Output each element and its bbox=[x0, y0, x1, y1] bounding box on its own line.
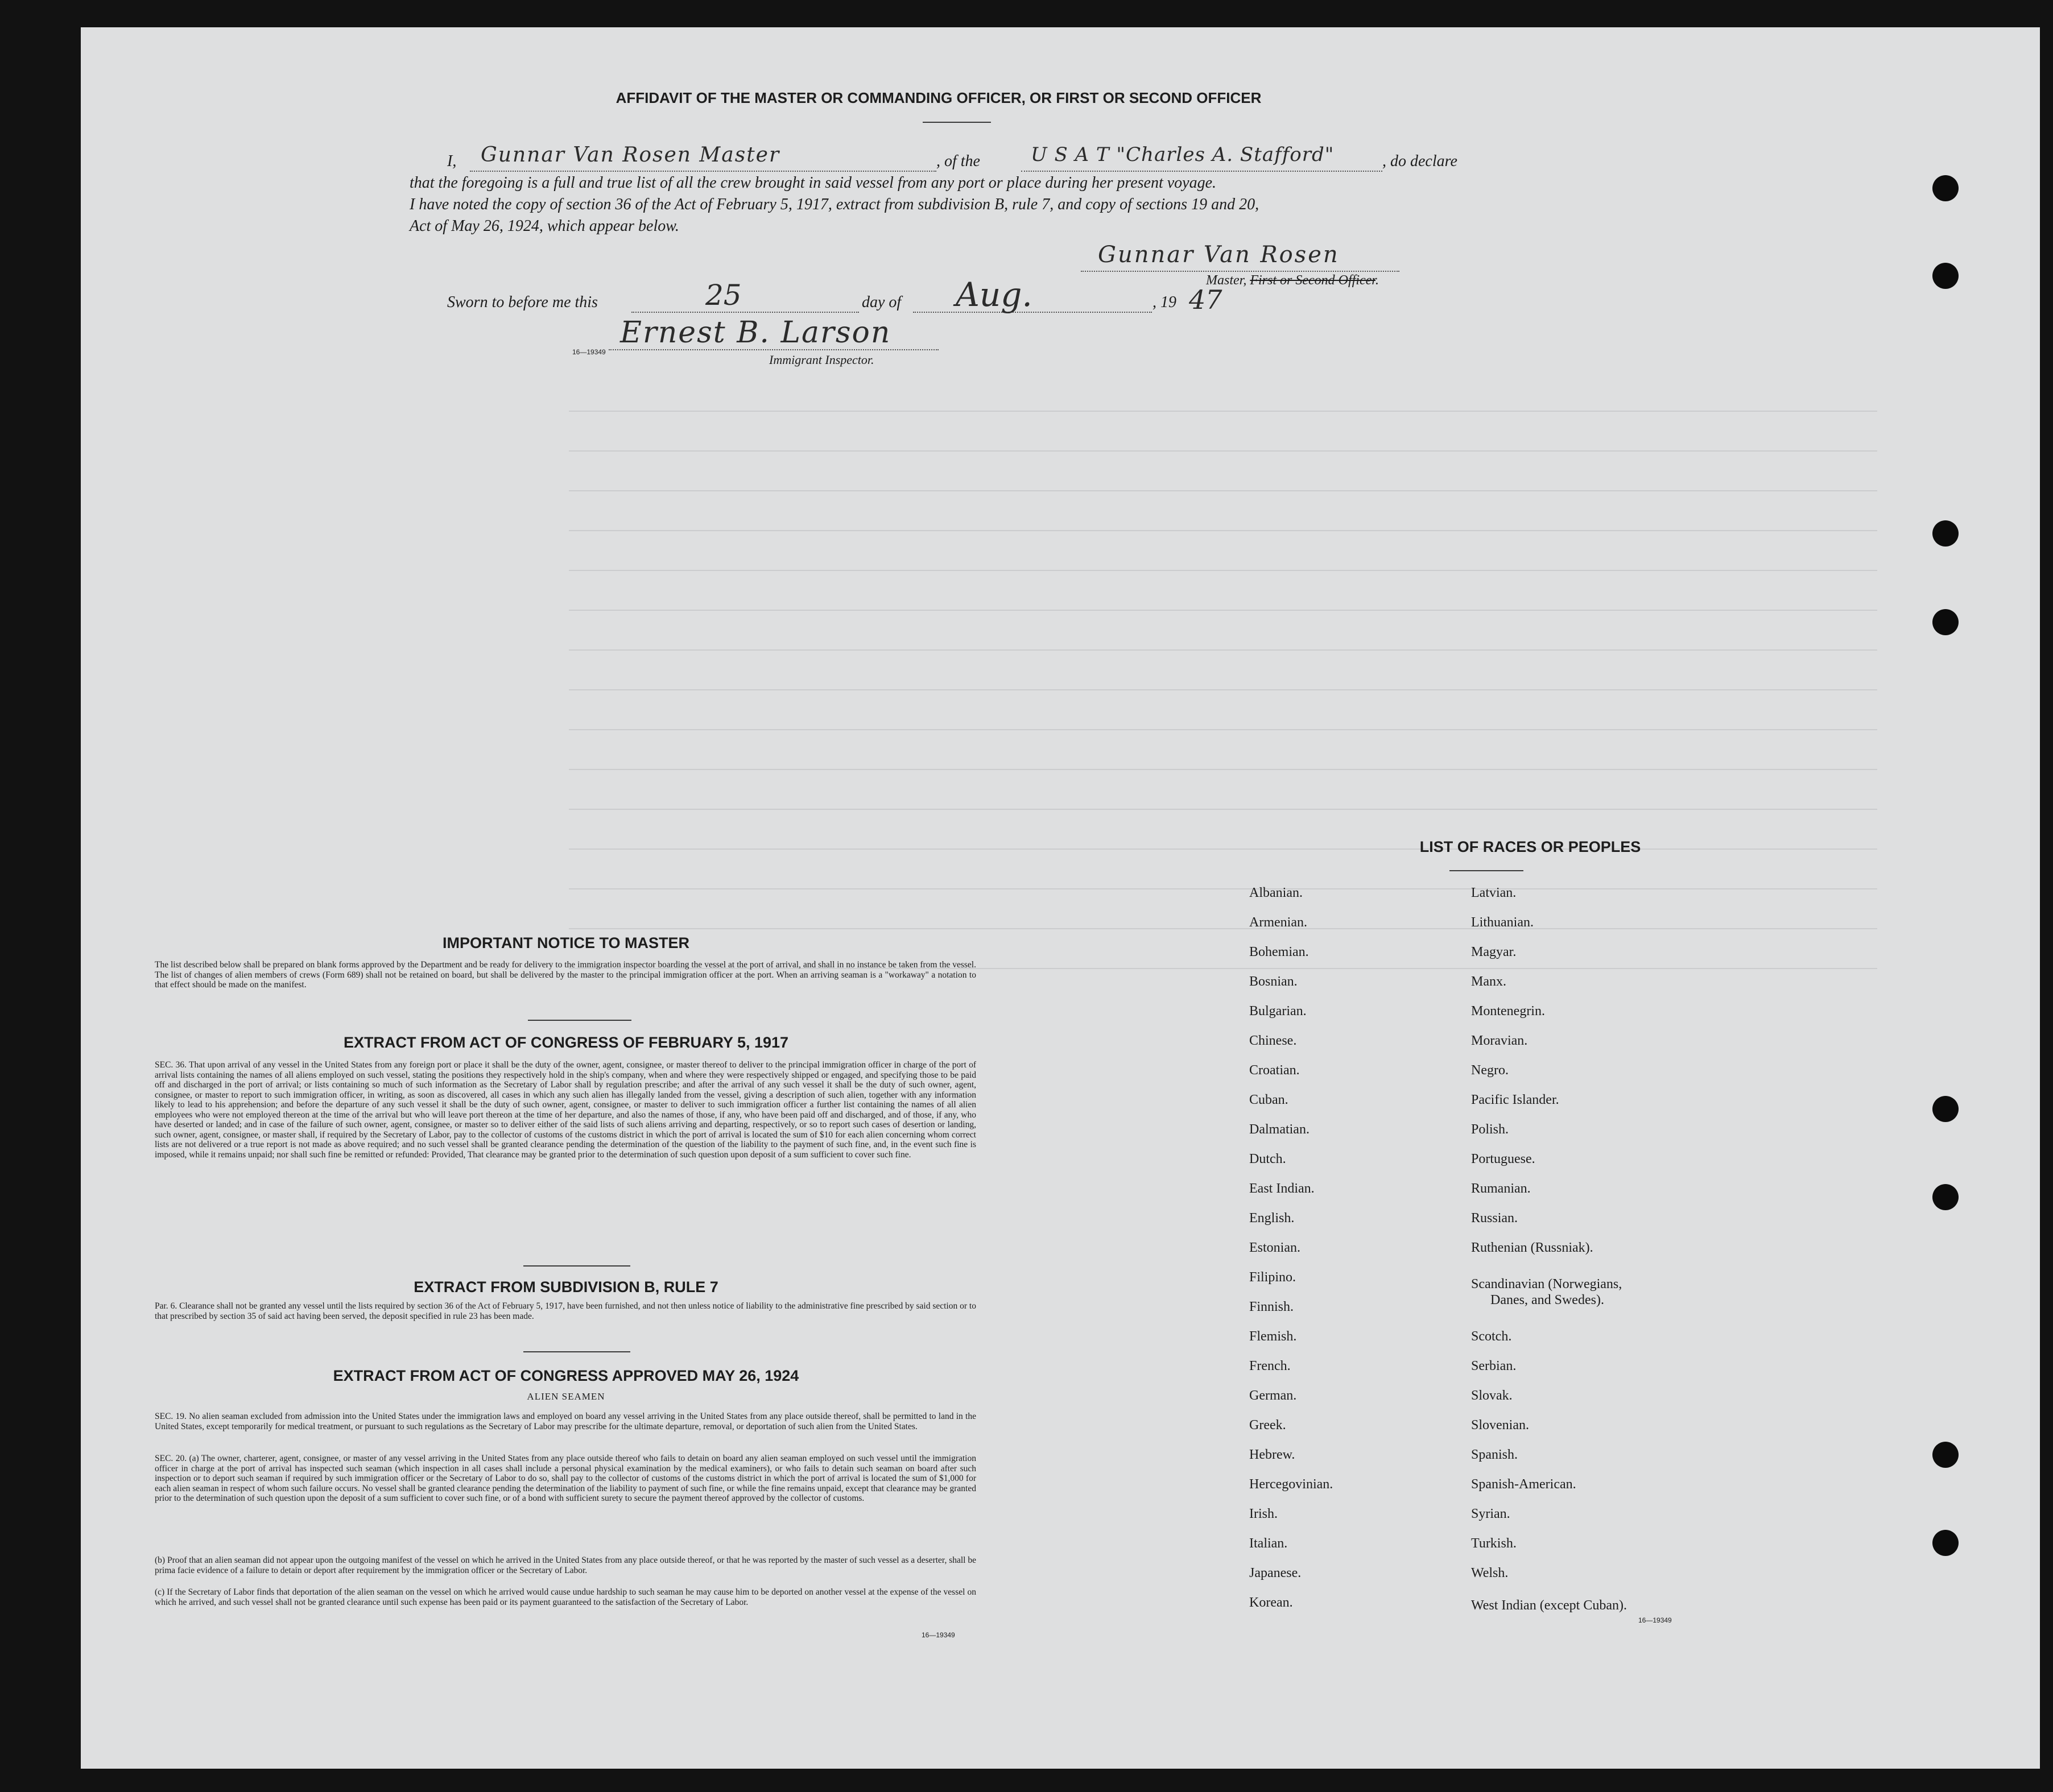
race-left-item: Greek. bbox=[1249, 1418, 1286, 1433]
punch-hole bbox=[1932, 609, 1959, 635]
extract-1924-title: EXTRACT FROM ACT OF CONGRESS APPROVED MAY 26, 1924 bbox=[333, 1367, 799, 1384]
affidavit-line2: that the foregoing is a full and true list of all the crew brought in said vessel from any port or place during her present voyage. bbox=[410, 174, 1217, 192]
day-field bbox=[631, 312, 859, 313]
race-right-item: Serbian. bbox=[1471, 1359, 1517, 1373]
race-left-item: Dutch. bbox=[1249, 1152, 1286, 1166]
race-left-item: Hercegovinian. bbox=[1249, 1477, 1333, 1492]
rule7-title: EXTRACT FROM SUBDIVISION B, RULE 7 bbox=[414, 1278, 718, 1296]
notice-body: The list described below shall be prepared on blank forms approved by the Department and be ready for delivery to the immigration inspector boarding the vessel at the port of arrival, and shall in no instance be taken from the vessel. The list of changes of alien members of crews (Form 689) shall not be retained on board, but shall be delivered by the master to the principal immigration officer at the port. When an arriving seaman is a "workaway" a notation to that effect should be made on the manifest. bbox=[155, 960, 976, 990]
race-left-item: Korean. bbox=[1249, 1595, 1293, 1610]
race-right-item: Polish. bbox=[1471, 1122, 1509, 1137]
race-right-item: Danes, and Swedes). bbox=[1490, 1293, 1604, 1307]
race-left-item: Dalmatian. bbox=[1249, 1122, 1310, 1137]
race-left-item: English. bbox=[1249, 1211, 1295, 1226]
race-right-item: Manx. bbox=[1471, 974, 1506, 989]
punch-hole bbox=[1932, 520, 1959, 547]
master-signature-caption bbox=[1206, 273, 1379, 288]
master-signature-line bbox=[1081, 271, 1399, 272]
extract-1917-rule bbox=[523, 1265, 630, 1267]
race-left-item: Irish. bbox=[1249, 1507, 1278, 1521]
extract-form-number: 16—19349 bbox=[922, 1631, 955, 1639]
race-left-item: German. bbox=[1249, 1388, 1297, 1403]
rule7-rule bbox=[523, 1351, 630, 1352]
race-right-item: Spanish-American. bbox=[1471, 1477, 1576, 1492]
extract-1917-body: SEC. 36. That upon arrival of any vessel in the United States from any foreign port or place it shall be the duty of the owner, agent, consignee, or master thereof to deliver to the principal immigration officer in charge of the port of arrival lists containing the names of all aliens employed on such vessel, stating the positions they respectively hold in the ship's company, when and where they were respectively shipped or engaged, and specifying those to be paid off and discharged in the port of arrival; or lists containing so much of such information as the Secretary of Labor shall by regulation prescribe; and after the arrival of any such vessel it shall be the duty of such owner, agent, consignee, or master to report to such immigration officer, in writing, as soon as discovered, all cases in which any such alien has illegally landed from the vessel, giving a description of such alien, together with any information likely to lead to his apprehension; and before the departure of any such vessel it shall be the duty of such owner, agent, consignee, or master to deliver to such immigration officer a further list containing the names of all alien employees who were not employed thereon at the time of the arrival but who will leave port thereon at the time of her departure, and also the names of those, if any, who have been paid off and discharged, and of those, if any, who have deserted or landed; and in case of the failure of such owner, agent, consignee, or master so to deliver either of the said lists of such aliens arriving and departing, respectively, or so to report such cases of desertion or landing, such owner, agent, consignee, or master shall, if required by the Secretary of Labor, pay to the collector of customs of the customs district in which the port of arrival is located the sum of $10 for each alien concerning whom correct lists are not delivered or a true report is not made as above required; and no such vessel shall be granted clearance pending the determination of the question of the liability to the payment of such fine, and, in the event such fine is imposed, while it remains unpaid; nor shall such fine be remitted or refunded: Provided, That clearance may be granted prior to the determination of such question upon deposit of a sum sufficient to cover such fine. bbox=[155, 1060, 976, 1160]
race-right-item: Welsh. bbox=[1471, 1566, 1509, 1580]
notice-title: IMPORTANT NOTICE TO MASTER bbox=[443, 934, 689, 951]
extract-1924-sec20c: (c) If the Secretary of Labor finds that deportation of the alien seaman on the vessel on which he arrived would cause undue hardship to such seaman he may cause him to be deported on another vessel at the expense of the vessel on which he arrived, and such vessel shall not be granted clearance until such expense has been paid or its payment guaranteed to the satisfaction of the Secretary of Labor. bbox=[155, 1587, 976, 1607]
race-right-item: Ruthenian (Russniak). bbox=[1471, 1240, 1593, 1255]
race-left-item: Estonian. bbox=[1249, 1240, 1300, 1255]
day-of-label: day of bbox=[862, 293, 902, 311]
race-right-item: Scandinavian (Norwegians, bbox=[1471, 1277, 1622, 1292]
race-left-item: Hebrew. bbox=[1249, 1447, 1295, 1462]
month-handwritten: Aug. bbox=[956, 275, 1032, 314]
race-left-item: Filipino. bbox=[1249, 1270, 1296, 1285]
affidavit-line4: Act of May 26, 1924, which appear below. bbox=[410, 217, 679, 235]
race-right-item: Rumanian. bbox=[1471, 1181, 1531, 1196]
punch-hole bbox=[1932, 175, 1959, 201]
race-right-item: Moravian. bbox=[1471, 1033, 1528, 1048]
extract-1924-sec19: SEC. 19. No alien seaman excluded from admission into the United States under the immigration laws and employed on board any vessel arriving in the United States from any place outside thereof, shall be permitted to land in the United States, except temporarily for medical treatment, or pursuant to such regulations as the Secretary of Labor may prescribe for the ultimate departure, removal, or deportation of such alien from the United States. bbox=[155, 1412, 976, 1431]
race-right-item: Spanish. bbox=[1471, 1447, 1518, 1462]
day-handwritten: 25 bbox=[705, 279, 742, 312]
race-right-item: Lithuanian. bbox=[1471, 915, 1534, 930]
master-name-handwritten: Gunnar Van Rosen Master bbox=[481, 143, 780, 167]
punch-hole bbox=[1932, 1184, 1959, 1210]
races-rule bbox=[1449, 870, 1523, 871]
bleed-through-marks bbox=[569, 375, 1877, 1001]
affidavit-form-number: 16—19349 bbox=[572, 348, 606, 356]
race-right-item: Magyar. bbox=[1471, 945, 1517, 959]
inspector-signature-handwritten: Ernest B. Larson bbox=[620, 316, 891, 350]
caption-end: . bbox=[1375, 273, 1379, 288]
extract-1924-sec20a: SEC. 20. (a) The owner, charterer, agent, consignee, or master of any vessel arriving in the United States from any place outside thereof who fails to detain on board any alien seaman employed on such vessel until the immigration officer in charge at the port of arrival has inspected such seaman (which inspection in all cases shall include a personal physical examination by the medical examiners), or who fails to detain such seaman on board after such inspection or to deport such seaman if required by such immigration officer or the Secretary of Labor to do so, shall pay to the collector of customs of the customs district in which the port of arrival is located the sum of $1,000 for each alien seaman in respect of whom such failure occurs. No vessel shall be granted clearance pending the determination of the liability to payment of such fine, or while the fine remains unpaid, except that clearance may be granted prior to the determination of such question upon the deposit of a sum sufficient to cover such fine, or of a bond with sufficient surety to secure the payment thereof approved by the collector of customs. bbox=[155, 1454, 976, 1503]
race-left-item: Italian. bbox=[1249, 1536, 1288, 1551]
race-right-item: Montenegrin. bbox=[1471, 1004, 1545, 1019]
race-left-item: Bosnian. bbox=[1249, 974, 1298, 989]
affidavit-title: AFFIDAVIT OF THE MASTER OR COMMANDING OFFICER, OR FIRST OR SECOND OFFICER bbox=[616, 89, 1262, 106]
affidavit-line3: I have noted the copy of section 36 of the Act of February 5, 1917, extract from subdivision B, rule 7, and copy of sections 19 and 20, bbox=[410, 196, 1259, 213]
punch-hole bbox=[1932, 263, 1959, 289]
month-field bbox=[913, 312, 1152, 313]
notice-rule bbox=[528, 1020, 631, 1021]
race-right-item: Scotch. bbox=[1471, 1329, 1512, 1344]
punch-hole bbox=[1932, 1530, 1959, 1556]
race-left-item: Armenian. bbox=[1249, 915, 1307, 930]
extract-1924-subtitle: ALIEN SEAMEN bbox=[527, 1391, 605, 1402]
race-right-item: Latvian. bbox=[1471, 885, 1517, 900]
rule7-body: Par. 6. Clearance shall not be granted any vessel until the lists required by section 36 of the Act of February 5, 1917, have been furnished, and not then unless notice of liability to the administrative fine prescribed by said section or to that prescribed by section 35 of said act having been served, the deposit specified in rule 23 has been made. bbox=[155, 1301, 976, 1321]
race-right-item: Syrian. bbox=[1471, 1507, 1510, 1521]
race-right-item: Slovak. bbox=[1471, 1388, 1513, 1403]
title-rule bbox=[923, 122, 991, 123]
inspector-caption: Immigrant Inspector. bbox=[769, 353, 874, 367]
caption-struck-officer: First or Second Officer bbox=[1250, 273, 1375, 288]
year-prefix: , 19 bbox=[1153, 293, 1176, 311]
master-signature-handwritten: Gunnar Van Rosen bbox=[1098, 242, 1340, 268]
race-left-item: Bulgarian. bbox=[1249, 1004, 1307, 1019]
races-title: LIST OF RACES OR PEOPLES bbox=[1419, 838, 1641, 855]
punch-hole bbox=[1932, 1096, 1959, 1122]
race-right-item: Pacific Islander. bbox=[1471, 1092, 1559, 1107]
race-left-item: Japanese. bbox=[1249, 1566, 1302, 1580]
race-left-item: Croatian. bbox=[1249, 1063, 1300, 1078]
extract-1917-title: EXTRACT FROM ACT OF CONGRESS OF FEBRUARY 5, 1917 bbox=[343, 1034, 789, 1051]
affidavit-line1-prefix: I, bbox=[447, 152, 457, 170]
race-left-item: Albanian. bbox=[1249, 885, 1303, 900]
vessel-field bbox=[1021, 171, 1382, 172]
race-right-item: West Indian (except Cuban). bbox=[1471, 1598, 1627, 1613]
race-left-item: East Indian. bbox=[1249, 1181, 1315, 1196]
races-form-number: 16—19349 bbox=[1638, 1616, 1672, 1624]
race-right-item: Portuguese. bbox=[1471, 1152, 1535, 1166]
race-left-item: Cuban. bbox=[1249, 1092, 1288, 1107]
race-right-item: Negro. bbox=[1471, 1063, 1509, 1078]
race-left-item: Bohemian. bbox=[1249, 945, 1309, 959]
affidavit-of-the: , of the bbox=[936, 152, 980, 170]
race-left-item: Flemish. bbox=[1249, 1329, 1297, 1344]
sworn-prefix: Sworn to before me this bbox=[447, 293, 598, 311]
caption-master: Master, bbox=[1206, 273, 1247, 288]
inspector-signature-line bbox=[609, 349, 939, 350]
vessel-handwritten: U S A T "Charles A. Stafford" bbox=[1031, 143, 1335, 166]
extract-1924-sec20b: (b) Proof that an alien seaman did not appear upon the outgoing manifest of the vessel on which he arrived in the United States from any place outside thereof, or that he was reported by the master of such vessel as a deserter, shall be prima facie evidence of a failure to detain or deport after requirement by the immigration officer or the Secretary of Labor. bbox=[155, 1555, 976, 1575]
race-left-item: Chinese. bbox=[1249, 1033, 1297, 1048]
year-handwritten: 47 bbox=[1189, 284, 1222, 315]
affidavit-do-declare: , do declare bbox=[1382, 152, 1457, 170]
race-right-item: Slovenian. bbox=[1471, 1418, 1529, 1433]
race-left-item: French. bbox=[1249, 1359, 1291, 1373]
punch-hole bbox=[1932, 1442, 1959, 1468]
race-right-item: Russian. bbox=[1471, 1211, 1518, 1226]
master-name-field bbox=[470, 171, 936, 172]
race-left-item: Finnish. bbox=[1249, 1299, 1294, 1314]
race-right-item: Turkish. bbox=[1471, 1536, 1517, 1551]
